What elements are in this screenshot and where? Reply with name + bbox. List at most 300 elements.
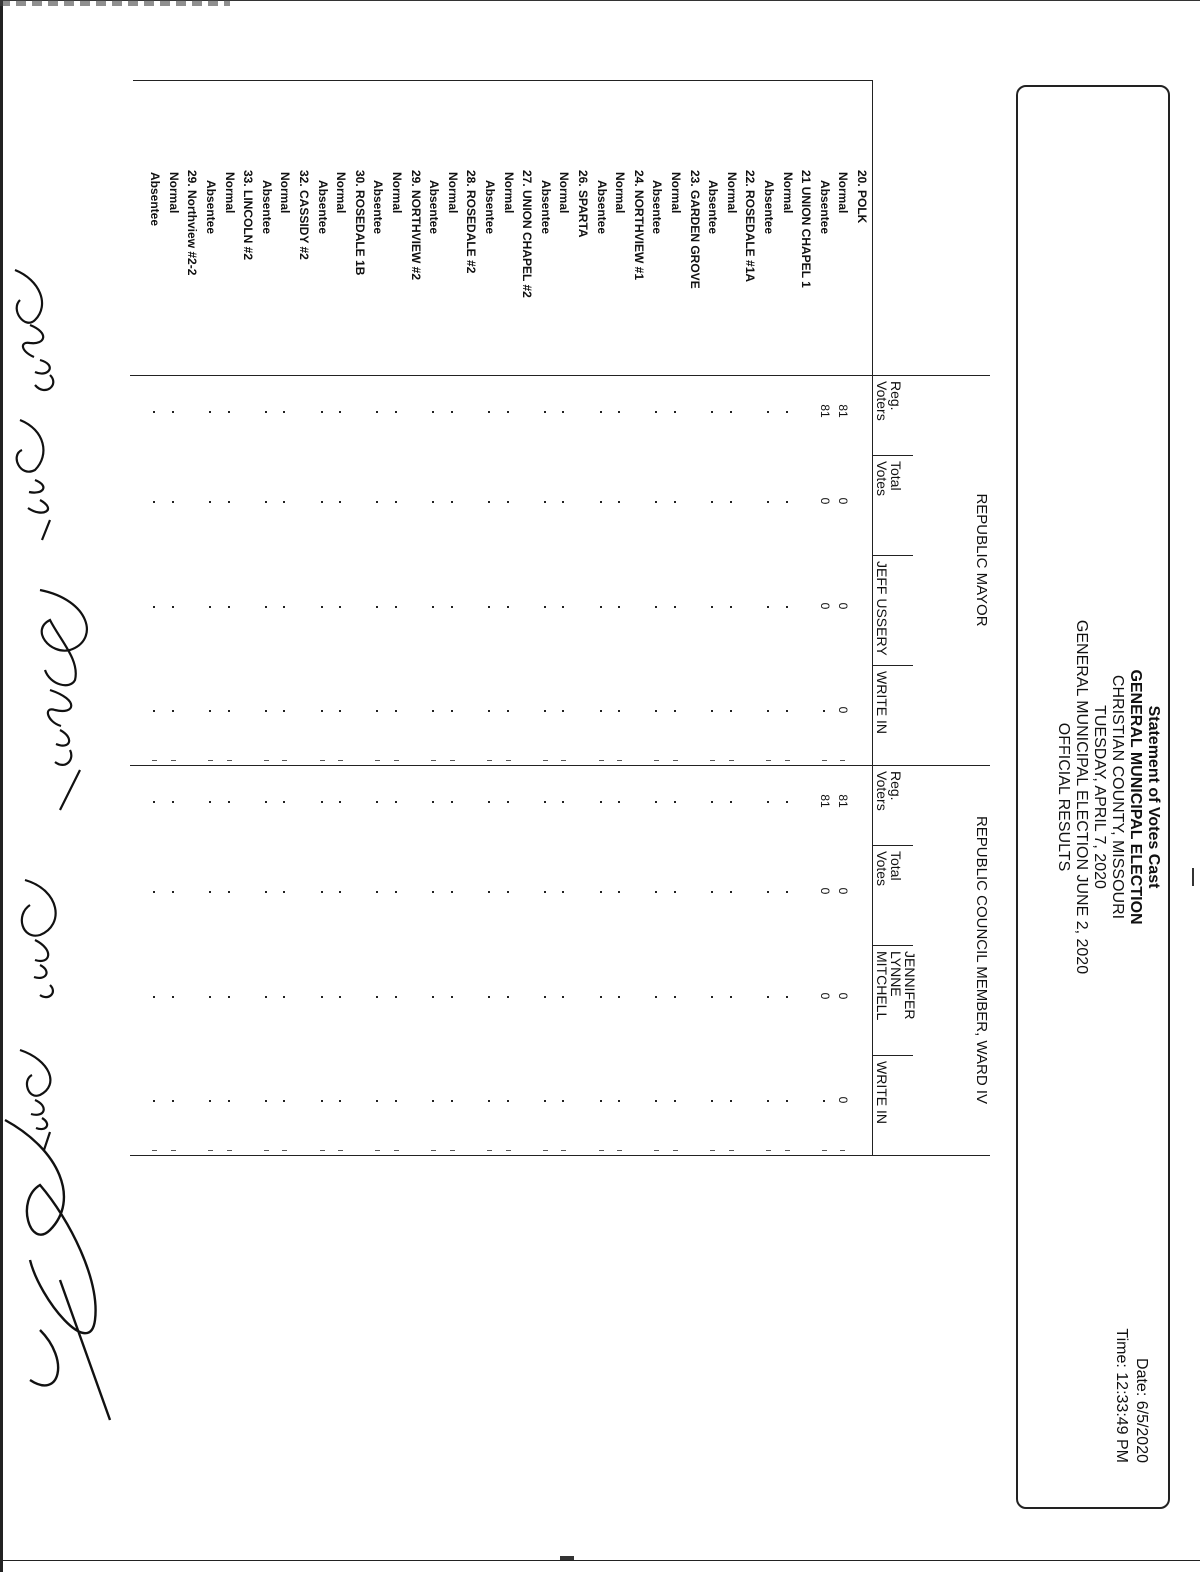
empty-cell-dot [283,996,285,998]
empty-cell-dot [283,501,285,503]
empty-cell-dot [228,606,230,608]
empty-cell-dot [451,891,453,893]
empty-cell-dot [562,411,564,413]
empty-cell-dot [655,501,657,503]
empty-cell-dot [283,606,285,608]
empty-cell-dot [562,996,564,998]
empty-cell-dot [321,501,323,503]
empty-cell-dot [730,996,732,998]
row-tick [729,1150,734,1151]
empty-cell-dot [432,710,434,712]
report-date: Date: 6/5/2020 [1133,1358,1150,1463]
row-tick [487,1150,492,1151]
row-tick [654,1150,659,1151]
empty-cell-dot [767,891,769,893]
row-tick [450,760,455,761]
row-tick [171,1150,176,1151]
empty-cell-dot [786,1100,788,1102]
empty-cell-dot [711,606,713,608]
vote-count-cell: 0 [836,887,851,895]
row-tick [785,1150,790,1151]
ballot-type-label: Normal [278,172,293,214]
empty-cell-dot [600,606,602,608]
empty-cell-dot [655,996,657,998]
precinct-name: 20. POLK [855,170,869,224]
empty-cell-dot [339,411,341,413]
column-header-race1-col3: JEFF USSERY [874,561,890,656]
report-time: Time: 12:33:49 PM [1113,1328,1130,1463]
column-header-race2-col4: WRITE IN [874,1061,890,1124]
ballot-type-label: Absentee [650,180,665,235]
row-tick [394,1150,399,1151]
empty-cell-dot [544,411,546,413]
empty-cell-dot [339,1100,341,1102]
race1-right-rule [130,765,990,766]
empty-cell-dot [544,1100,546,1102]
empty-cell-dot [209,501,211,503]
empty-cell-dot [228,501,230,503]
row-tick [543,1150,548,1151]
empty-cell-dot [730,606,732,608]
empty-cell-dot [376,606,378,608]
rescheduled-election: GENERAL MUNICIPAL ELECTION JUNE 2, 2020 [1073,619,1090,975]
race2-right-rule [130,1155,990,1156]
empty-cell-dot [376,891,378,893]
row-tick [375,760,380,761]
empty-cell-dot [153,996,155,998]
ballot-type-label: Normal [222,172,237,214]
empty-cell-dot [711,710,713,712]
empty-cell-dot [544,801,546,803]
column-header-race2-col3: MITCHELL [874,951,890,1021]
row-tick [208,760,213,761]
signature-2 [40,590,87,810]
empty-cell-dot [655,891,657,893]
empty-cell-dot [153,501,155,503]
row-tick [431,1150,436,1151]
row-tick [171,760,176,761]
column-separator [873,1055,913,1056]
empty-cell-dot [600,501,602,503]
ballot-type-label: Normal [669,172,683,214]
empty-cell-dot [395,996,397,998]
row-tick [617,1150,622,1151]
empty-cell-dot [711,411,713,413]
empty-cell-dot [265,606,267,608]
row-tick [450,1150,455,1151]
empty-cell-dot [321,411,323,413]
empty-cell-dot [618,801,620,803]
empty-cell-dot [321,801,323,803]
precinct-name: 33. LINCOLN #2 [241,170,256,261]
row-tick [729,760,734,761]
vote-count-cell: 0 [817,602,832,610]
empty-cell-dot [228,996,230,998]
empty-cell-dot [451,801,453,803]
row-tick [599,760,604,761]
empty-cell-dot [321,710,323,712]
column-header-race2-col1: Voters [874,771,890,811]
precinct-name: 26. SPARTA [576,170,590,238]
empty-cell-dot [600,710,602,712]
empty-cell-dot [339,891,341,893]
column-header-race1-col1: Voters [874,381,890,421]
ballot-type-label: Absentee [427,180,442,235]
empty-cell-dot [283,710,285,712]
empty-cell-dot [339,996,341,998]
row-tick [710,1150,715,1151]
empty-cell-dot [209,891,211,893]
column-header-race1-col2: Votes [874,461,890,497]
empty-cell-dot [283,891,285,893]
precinct-name: 29. NORTHVIEW #2 [408,170,423,281]
ballot-type-label: Absentee [483,180,497,235]
ballot-type-label: Absentee [817,180,832,235]
empty-cell-dot [562,1100,564,1102]
signature-5 [5,1120,110,1420]
precinct-name: 28. ROSEDALE #2 [464,170,479,274]
row-tick [673,760,678,761]
precinct-name: 27. UNION CHAPEL #2 [520,170,535,298]
empty-cell-dot [507,710,509,712]
empty-cell-dot [507,996,509,998]
empty-cell-dot [451,710,453,712]
vote-count-cell: 0 [836,706,851,714]
ballot-type-label: Normal [334,172,349,214]
vote-count-cell: 0 [817,887,832,895]
column-separator [873,455,913,456]
row-tick [152,760,157,761]
empty-cell-dot [339,710,341,712]
empty-cell-dot [655,710,657,712]
vote-count-cell: 0 [817,992,832,1000]
empty-cell-dot [711,891,713,893]
empty-cell-dot [674,891,676,893]
vote-count-cell: 81 [836,794,851,808]
column-separator [873,665,913,666]
empty-cell-dot [228,411,230,413]
empty-cell-dot [618,710,620,712]
row-tick [227,760,232,761]
row-tick [152,1150,157,1151]
precinct-name: 32. CASSIDY #2 [297,170,311,260]
empty-cell-dot [209,411,211,413]
empty-cell-dot [432,606,434,608]
empty-cell-dot [432,996,434,998]
row-tick [320,760,325,761]
empty-cell-dot [321,606,323,608]
empty-cell-dot [395,411,397,413]
empty-cell-dot [767,996,769,998]
signature-1 [15,270,53,540]
row-tick [785,760,790,761]
vote-count-cell: 81 [836,404,851,418]
empty-cell-dot [395,801,397,803]
empty-cell-dot [451,501,453,503]
column-header-race2-col3: LYNNE [888,951,904,997]
empty-cell-dot [209,801,211,803]
empty-cell-dot [265,891,267,893]
empty-cell-dot [153,411,155,413]
signature-3 [22,880,56,997]
column-header-race2-col3: JENNIFER [902,951,918,1020]
table-header-rule [872,80,873,1155]
empty-cell-dot [767,801,769,803]
row-tick [766,1150,771,1151]
column-header-race2-col1: Reg. [888,771,904,801]
empty-cell-dot [655,801,657,803]
empty-cell-dot [209,710,211,712]
vote-count-cell: 0 [817,497,832,505]
race1-left-rule [130,375,990,376]
empty-cell-dot [730,710,732,712]
empty-cell-dot [786,996,788,998]
column-separator [873,555,913,556]
ballot-type-label: Normal [836,172,851,214]
empty-cell-dot [655,1100,657,1102]
empty-cell-dot [153,606,155,608]
election-name: GENERAL MUNICIPAL ELECTION [1127,669,1144,925]
empty-cell-dot [283,1100,285,1102]
empty-cell-dot [655,606,657,608]
vote-count-cell: 0 [836,602,851,610]
empty-cell-dot [507,411,509,413]
empty-cell-dot [172,891,174,893]
row-tick [673,1150,678,1151]
empty-cell-dot [265,1100,267,1102]
empty-cell-dot [618,606,620,608]
empty-cell-dot [228,801,230,803]
report-header [1016,85,1170,1509]
precinct-name: 23. GARDEN GROVE [687,170,702,289]
empty-cell-dot [172,1100,174,1102]
ballot-type-label: Absentee [538,180,553,235]
empty-cell-dot [172,606,174,608]
ballot-type-label: Absentee [594,180,609,235]
vote-count-cell: 0 [836,992,851,1000]
empty-cell-dot [376,411,378,413]
empty-cell-dot [786,710,788,712]
empty-cell-dot [395,891,397,893]
empty-cell-dot [730,501,732,503]
row-tick [338,760,343,761]
race-title-council-ward-iv: REPUBLIC COUNCIL MEMBER, WARD IV [973,815,990,1105]
empty-cell-dot [544,710,546,712]
column-header-race1-col4: WRITE IN [874,671,890,734]
empty-cell-dot [600,411,602,413]
ballot-type-label: Absentee [315,180,330,235]
empty-cell-dot [395,1100,397,1102]
precinct-column-rule [133,80,873,81]
row-tick [320,1150,325,1151]
empty-cell-dot [395,710,397,712]
row-tick [431,760,436,761]
ballot-type-label: Normal [166,172,181,214]
empty-cell-dot [562,710,564,712]
empty-cell-dot [507,891,509,893]
row-tick [487,760,492,761]
empty-cell-dot [786,606,788,608]
empty-cell-dot [730,891,732,893]
empty-cell-dot [432,801,434,803]
ballot-type-label: Normal [724,172,739,214]
row-tick [227,1150,232,1151]
ballot-type-label: Absentee [204,180,218,235]
empty-cell-dot [153,710,155,712]
empty-cell-dot [711,501,713,503]
empty-cell-dot [265,411,267,413]
ballot-type-label: Absentee [259,180,274,235]
empty-cell-dot [172,411,174,413]
empty-cell-dot [562,501,564,503]
empty-cell-dot [767,606,769,608]
empty-cell-dot [786,411,788,413]
race-title-mayor: REPUBLIC MAYOR [973,493,990,627]
empty-cell-dot [432,891,434,893]
empty-cell-dot [339,606,341,608]
empty-cell-dot [711,996,713,998]
precinct-name: 22. ROSEDALE #1A [743,170,758,283]
ballot-type-label: Absentee [371,180,386,235]
empty-cell-dot [451,411,453,413]
column-separator [873,945,913,946]
empty-cell-dot [209,996,211,998]
empty-cell-dot [376,710,378,712]
empty-cell-dot [488,1100,490,1102]
empty-cell-dot [172,501,174,503]
ballot-type-label: Normal [390,172,404,214]
row-tick [654,760,659,761]
empty-cell-dot [265,801,267,803]
row-tick [617,760,622,761]
empty-cell-dot [172,801,174,803]
empty-cell-dot [767,1100,769,1102]
empty-cell-dot [674,411,676,413]
empty-cell-dot [674,501,676,503]
empty-cell-dot [618,891,620,893]
column-separator [873,845,913,846]
empty-cell-dot [488,411,490,413]
report-title: Statement of Votes Cast [1145,705,1162,889]
row-tick [282,1150,287,1151]
empty-cell-dot [655,411,657,413]
row-tick [208,1150,213,1151]
row-tick [264,1150,269,1151]
column-header-race1-col2: Total [888,461,904,491]
precinct-name: 21 UNION CHAPEL 1 [799,170,814,288]
county-name: CHRISTIAN COUNTY, MISSOURI [1109,674,1126,920]
ballot-type-label: Normal [613,172,628,214]
empty-cell-dot [153,1100,155,1102]
ballot-type-label: Normal [501,172,516,214]
row-tick [766,760,771,761]
empty-cell-dot [432,501,434,503]
row-tick [282,760,287,761]
empty-cell-dot [823,1100,825,1102]
empty-cell-dot [488,996,490,998]
row-tick [822,760,827,761]
empty-cell-dot [321,891,323,893]
empty-cell-dot [376,996,378,998]
empty-cell-dot [674,801,676,803]
empty-cell-dot [376,801,378,803]
empty-cell-dot [451,1100,453,1102]
empty-cell-dot [618,411,620,413]
empty-cell-dot [228,710,230,712]
empty-cell-dot [488,501,490,503]
empty-cell-dot [488,606,490,608]
ballot-type-label: Absentee [706,180,721,235]
empty-cell-dot [432,411,434,413]
empty-cell-dot [730,801,732,803]
empty-cell-dot [711,1100,713,1102]
empty-cell-dot [321,996,323,998]
original-election-date: TUESDAY, APRIL 7, 2020 [1091,705,1108,889]
ballot-type-label: Normal [780,172,795,214]
vote-count-cell: 0 [836,1096,851,1104]
row-tick [506,760,511,761]
empty-cell-dot [228,891,230,893]
empty-cell-dot [730,1100,732,1102]
empty-cell-dot [451,996,453,998]
empty-cell-dot [432,1100,434,1102]
empty-cell-dot [507,801,509,803]
empty-cell-dot [265,501,267,503]
empty-cell-dot [711,801,713,803]
empty-cell-dot [786,501,788,503]
empty-cell-dot [265,710,267,712]
empty-cell-dot [600,996,602,998]
row-tick [264,760,269,761]
empty-cell-dot [600,891,602,893]
empty-cell-dot [544,891,546,893]
empty-cell-dot [172,710,174,712]
column-header-race2-col2: Votes [874,851,890,887]
empty-cell-dot [376,1100,378,1102]
empty-cell-dot [172,996,174,998]
empty-cell-dot [600,801,602,803]
empty-cell-dot [786,891,788,893]
empty-cell-dot [283,801,285,803]
ballot-type-label: Absentee [148,172,163,227]
ballot-type-label: Absentee [762,180,776,235]
empty-cell-dot [321,1100,323,1102]
empty-cell-dot [209,1100,211,1102]
vote-count-cell: 0 [836,497,851,505]
empty-cell-dot [674,710,676,712]
empty-cell-dot [488,801,490,803]
empty-cell-dot [153,801,155,803]
empty-cell-dot [376,501,378,503]
empty-cell-dot [339,501,341,503]
ballot-type-label: Normal [445,172,460,214]
vote-count-cell: 81 [817,404,832,418]
row-tick [840,1150,845,1151]
signature-4 [20,1050,50,1150]
empty-cell-dot [600,1100,602,1102]
row-tick [561,1150,566,1151]
empty-cell-dot [767,710,769,712]
empty-cell-dot [618,1100,620,1102]
empty-cell-dot [507,606,509,608]
empty-cell-dot [507,501,509,503]
column-header-race2-col2: Total [888,851,904,881]
row-tick [375,1150,380,1151]
row-tick [561,760,566,761]
empty-cell-dot [209,606,211,608]
results-status: OFFICIAL RESULTS [1055,722,1072,872]
empty-cell-dot [618,996,620,998]
